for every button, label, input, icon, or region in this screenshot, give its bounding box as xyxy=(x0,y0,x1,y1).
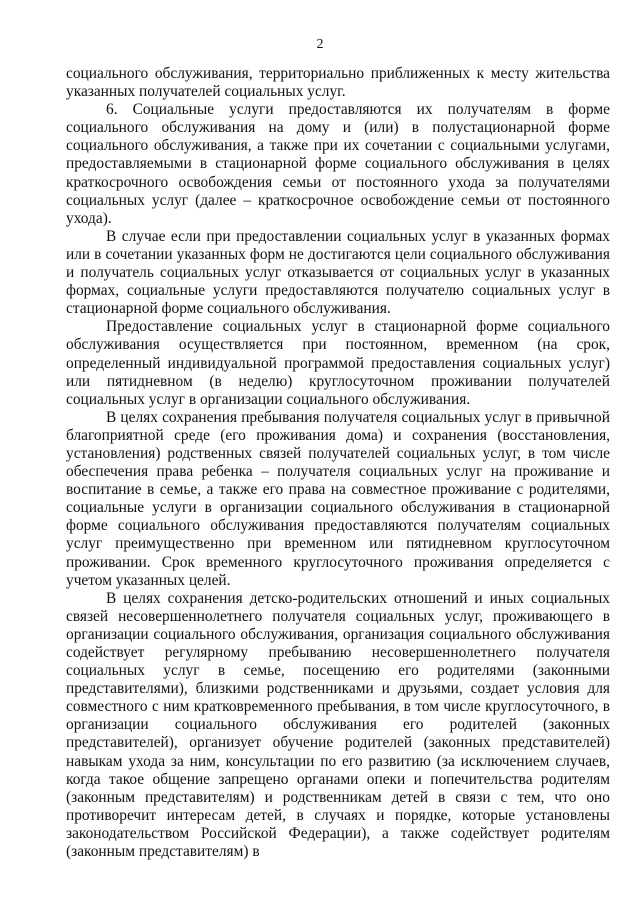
paragraph: В целях сохранения детско-родительских отношений и иных социальных связей несовершеннолетнего получателя социальных услуг, проживающего в организации социального обслуживания, организация социального обслуживания содействует регулярному пребыванию несовершеннолетнего получателя социальных услуг в семье, посещению его родителями (законными представителями), близкими родственниками и друзьями, создает условия для совместного с ним кратковременного пребывания, в том числе круглосуточного, в организации социального обслуживания его родителей (законных представителей), организует обучение родителей (законных представителей) навыкам ухода за ним, консультации по его развитию (за исключением случаев, когда такое общение запрещено органами опеки и попечительства родителям (законным представителям) и родственникам детей в связи с тем, что оно противоречит интересам детей, в случаях и порядке, которые установлены законодательством Российской Федерации), а также содействует родителям (законным представителям) в xyxy=(66,589,610,861)
paragraph: В целях сохранения пребывания получателя социальных услуг в привычной благоприятной среде (его проживания дома) и сохранения (восстановления, установления) родственных связей получателей социальных услуг, в том числе обеспечения права ребенка – получателя социальных услуг на проживание и воспитание в семье, а также его права на совместное проживание с родителями, социальные услуги в организации социального обслуживания в стационарной форме социального обслуживания предоставляются получателям социальных услуг преимущественно при временном или пятидневном круглосуточном проживании. Срок временного круглосуточного проживания определяется с учетом указанных целей. xyxy=(66,408,610,589)
page-number: 2 xyxy=(316,37,324,52)
body-text xyxy=(66,65,610,861)
paragraph-item-6: 6. Социальные услуги предоставляются их получателям в форме социального обслуживания на дому и (или) в полустационарной форме социального обслуживания, а также при их сочетании с социальными услугами, предоставляемыми в стационарной форме социального обслуживания в целях краткосрочного освобождения семьи от постоянного ухода за получателями социальных услуг (далее – краткосрочное освобождение семьи от постоянного ухода). xyxy=(66,101,610,227)
paragraph: Предоставление социальных услуг в стационарной форме социального обслуживания осуществляется при постоянном, временном (на срок, определенный индивидуальной программой предоставления социальных услуг) или пятидневном (в неделю) круглосуточном проживании получателей социальных услуг в организации социального обслуживания. xyxy=(66,318,610,408)
paragraph: В случае если при предоставлении социальных услуг в указанных формах или в сочетании указанных форм не достигаются цели социального обслуживания и получатель социальных услуг отказывается от социальных услуг в указанных формах, социальные услуги предоставляются получателю социальных услуг в стационарной форме социального обслуживания. xyxy=(66,227,610,318)
paragraph-continuation: социального обслуживания, территориально приближенных к месту жительства указанных получателей социальных услуг. xyxy=(66,65,610,101)
